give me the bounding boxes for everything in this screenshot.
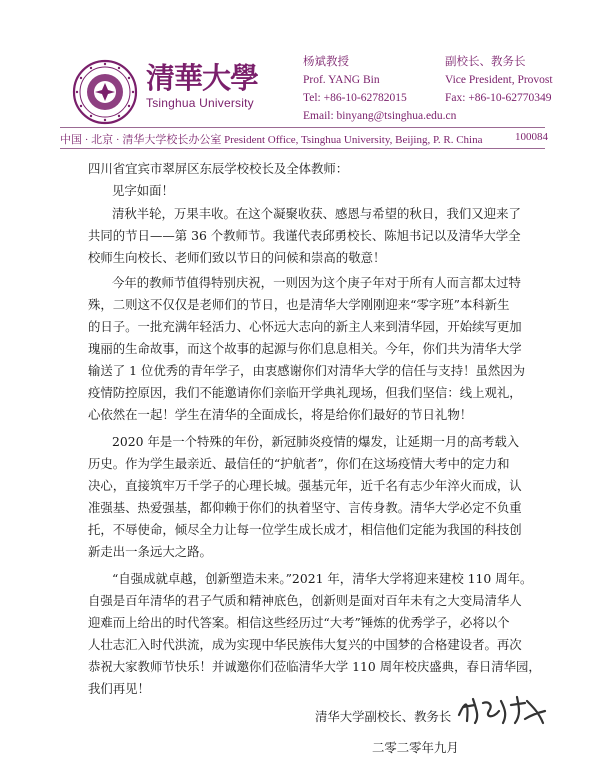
signatory-title: 清华大学副校长、教务长: [315, 709, 452, 724]
letter-line: 输送了 1 位优秀的青年学子，由衷感谢你们对清华大学的信任与支持！虽然因为: [88, 363, 526, 378]
contact-left: [303, 53, 407, 107]
letter-line: 四川省宜宾市翠屏区东辰学校校长及全体教师：: [88, 161, 349, 176]
letter-line: 新走出一条远大之路。: [88, 544, 212, 559]
postal-code: 100084: [515, 131, 548, 143]
letter-line: 校师生向校长、老师们致以节日的问候和崇高的敬意！: [88, 250, 386, 265]
letter-line: 今年的教师节值得特别庆祝，一则因为这个庚子年对于所有人而言都太过特: [112, 275, 521, 290]
address-text: 中国 · 北京 · 清华大学校长办公室 President Office, Tsinghua University, Beijing, P. R. China: [60, 134, 483, 146]
contact-tel: Tel: +86-10-62782015: [303, 92, 407, 104]
letter-line: 历史。作为学生最亲近、最信任的“护航者”，你们在这场疫情大考中的定力和: [88, 456, 510, 471]
letterhead-divider-top: [60, 127, 545, 128]
letter-line: 托，不辱使命，倾尽全力让每一位学生成长成才，相信他们定能为我国的科技创: [88, 522, 522, 537]
letter-line: 恭祝大家教师节快乐！并诚邀你们莅临清华大学 110 周年校庆盛典，春日清华园，: [88, 659, 541, 674]
letterhead-divider-bottom: [60, 148, 545, 149]
svg-text:清華大學: 清華大學: [146, 61, 258, 94]
letter-line: 殊，二则这不仅仅是老师们的节日，也是清华大学刚刚迎来“零字班”本科新生: [88, 297, 510, 312]
letter-line: 自强是百年清华的君子气质和精神底色，创新则是面对百年未有之大变局清华人: [88, 593, 522, 608]
contact-title-en: Vice President, Provost: [445, 74, 553, 86]
contact-name-en: Prof. YANG Bin: [303, 74, 380, 86]
letter-line: 心依然在一起！学生在清华的全面成长，将是给你们最好的节日礼物！: [88, 407, 473, 422]
contact-email: Email: binyang@tsinghua.edu.cn: [303, 110, 457, 122]
letter-line: 决心，直接筑牢万千学子的心理长城。强基元年，近千名有志少年淬火而成，认: [88, 478, 522, 493]
letter-line: 准强基、热爱强基，都仰赖于你们的执着坚守、言传身教。清华大学必定不负重: [88, 500, 522, 515]
contact-right: [445, 53, 553, 107]
contact-fax: Fax: +86-10-62770349: [445, 92, 552, 104]
letter-line: 疫情防控原因，我们不能邀请你们亲临开学典礼现场，但我们坚信：线上观礼，: [88, 385, 522, 400]
letter-line: 2020 年是一个特殊的年份，新冠肺炎疫情的爆发，让延期一月的高考载入: [112, 434, 520, 449]
tsinghua-calligraphy-logo: [146, 58, 258, 94]
letter-line: “自强成就卓越，创新塑造未来。”2021 年，清华大学将迎来建校 110 周年。: [112, 571, 533, 586]
letter-line: 我们再见！: [88, 681, 150, 696]
letter-line: 共同的节日——第 36 个教师节。我谨代表邱勇校长、陈旭书记以及清华大学全: [88, 228, 521, 243]
letter-date: 二零二零年九月: [372, 740, 459, 755]
letter-line: 见字如面！: [112, 183, 174, 198]
letter-line: 迎难而上给出的时代答案。相信这些经历过“大考”锤炼的优秀学子，必将以个: [88, 615, 510, 630]
office-address: [60, 131, 548, 147]
handwritten-signature: [455, 693, 547, 727]
letter-line: 人壮志汇入时代洪流，成为实现中华民族伟大复兴的中国梦的合格建设者。再次: [88, 637, 522, 652]
tsinghua-seal-icon: [72, 59, 138, 125]
university-english-name: Tsinghua University: [146, 96, 254, 110]
contact-name-cn: 杨斌教授: [303, 56, 349, 68]
letter-line: 的日子。一批充满年轻活力、心怀远大志向的新主人来到清华园，开始续写更加: [88, 319, 522, 334]
letter-line: 清秋半轮，万果丰收。在这个凝聚收获、感恩与希望的秋日，我们又迎来了: [112, 206, 521, 221]
contact-title-cn: 副校长、教务长: [445, 56, 526, 68]
letter-line: 瑰丽的生命故事，而这个故事的起源与你们息息相关。今年，你们共为清华大学: [88, 341, 522, 356]
